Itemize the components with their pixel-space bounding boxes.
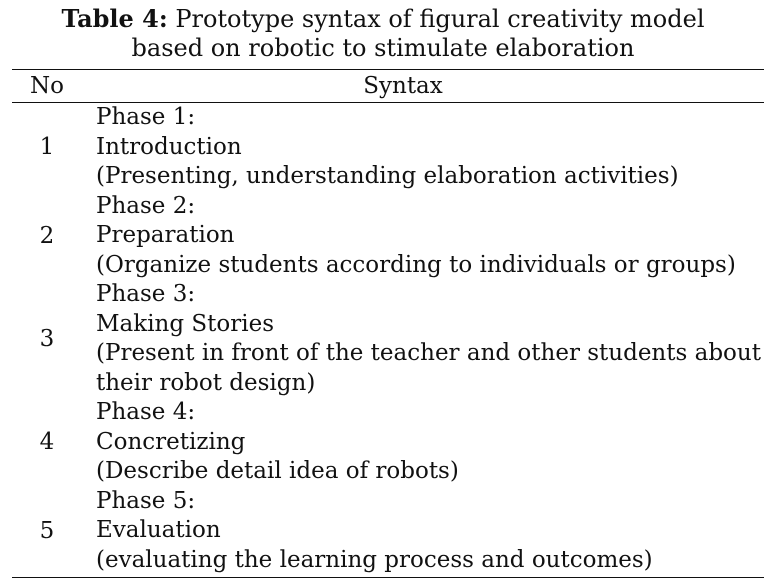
row-number: 3: [39, 326, 55, 352]
phase-label: Phase 2:: [96, 192, 196, 219]
header-syntax: Syntax: [82, 70, 764, 103]
phase-name: Introduction: [96, 133, 242, 160]
row-syntax: [82, 103, 764, 192]
header-no: No: [12, 70, 82, 103]
table-row: [12, 103, 764, 192]
table-row: [12, 280, 764, 398]
row-syntax: [82, 280, 764, 398]
row-syntax: [82, 487, 764, 578]
phase-description: (evaluating the learning process and outcomes): [96, 546, 653, 573]
row-syntax: [82, 398, 764, 487]
phase-description: (Describe detail idea of robots): [96, 458, 459, 484]
table-row: [12, 398, 764, 487]
caption-line-1: [0, 4, 766, 34]
phase-description: (Present in front of the teacher and other students about: [96, 340, 761, 366]
row-number: 2: [39, 222, 55, 249]
table-caption: [0, 4, 766, 63]
syntax-table: [12, 69, 764, 578]
phase-label: Phase 5:: [96, 487, 196, 514]
row-number: 4: [39, 429, 55, 456]
phase-label: Phase 3:: [96, 281, 196, 307]
caption-title-part-2: based on robotic to stimulate elaboration: [131, 34, 635, 62]
phase-description-continued: their robot design): [96, 369, 316, 396]
phase-label: Phase 1:: [96, 104, 196, 130]
phase-description: (Presenting, understanding elaboration activities): [96, 163, 679, 189]
phase-name: Making Stories: [96, 310, 275, 337]
phase-description: (Organize students according to individuals or groups): [96, 251, 736, 278]
row-syntax: [82, 192, 764, 281]
phase-label: Phase 4:: [96, 399, 196, 425]
header-row: [12, 70, 764, 103]
row-number: 1: [39, 134, 55, 161]
phase-name: Preparation: [96, 222, 235, 248]
caption-label: Table 4:: [61, 4, 168, 33]
table-row: [12, 487, 764, 578]
caption-title-part-1: Prototype syntax of figural creativity model: [175, 5, 705, 33]
table-row: [12, 192, 764, 281]
phase-name: Evaluation: [96, 517, 221, 543]
phase-name: Concretizing: [96, 428, 246, 455]
row-number: 5: [12, 487, 82, 578]
